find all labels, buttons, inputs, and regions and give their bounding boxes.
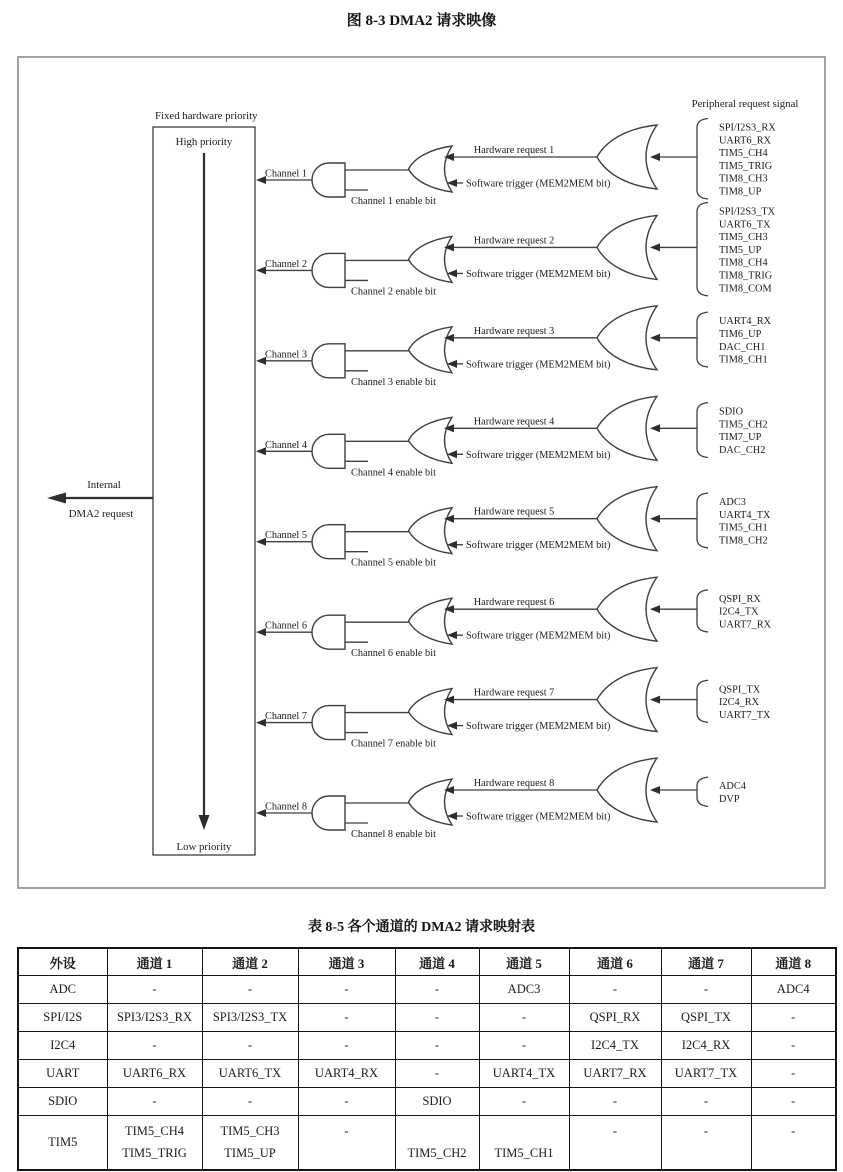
peripheral-signal-label: TIM5_CH2 — [719, 419, 768, 431]
channel-enable-bit-label: Channel 6 enable bit — [351, 648, 436, 660]
arrowhead-left-icon — [650, 786, 660, 794]
mapping-cell — [479, 1116, 569, 1171]
signal-group-brace — [697, 119, 708, 200]
channel-label: Channel 4 — [264, 439, 307, 451]
and-gate — [312, 434, 345, 468]
arrowhead-left-icon — [650, 424, 660, 432]
table-row — [18, 1088, 836, 1116]
peripheral-signal-label: UART4_RX — [719, 316, 772, 328]
peripheral-signal-label: TIM8_CH3 — [719, 173, 768, 185]
signal-group-brace — [697, 203, 708, 296]
peripheral-signal-label: UART4_TX — [719, 509, 771, 521]
channel-group-3 — [256, 306, 772, 388]
channel-enable-bit-label: Channel 8 enable bit — [351, 829, 436, 841]
software-trigger-label: Software trigger (MEM2MEM bit) — [466, 449, 611, 461]
arrowhead-left-icon — [650, 515, 660, 523]
hardware-request-label: Hardware request 1 — [473, 145, 555, 156]
mapping-cell: ADC3 — [479, 976, 569, 1004]
channel-group-8 — [256, 758, 746, 840]
peripheral-signal-label: TIM8_CH1 — [719, 354, 768, 366]
or-gate-request — [409, 508, 453, 554]
or-gate-request — [409, 689, 453, 735]
mapping-cell: - — [395, 976, 479, 1004]
channel-group-7 — [256, 668, 771, 750]
mapping-cell-line: TIM5_CH2 — [407, 1146, 467, 1160]
hardware-request-label: Hardware request 5 — [473, 506, 555, 518]
peripheral-signal-label: TIM8_TRIG — [719, 270, 773, 282]
mapping-cell-line: - — [344, 1124, 349, 1138]
table-row — [18, 1060, 836, 1088]
peripheral-signal-label: TIM5_TRIG — [719, 160, 773, 172]
peripheral-signal-label: UART6_TX — [719, 219, 771, 231]
column-header: 通道 4 — [395, 948, 479, 976]
channel-label: Channel 3 — [264, 349, 307, 361]
hardware-request-label: Hardware request 4 — [473, 416, 555, 428]
mapping-cell: - — [107, 976, 202, 1004]
mapping-cell — [661, 1116, 751, 1171]
and-gate — [312, 253, 345, 287]
arrowhead-left-icon — [650, 243, 660, 251]
peripheral-cell: UART — [18, 1060, 107, 1088]
peripheral-signal-label: TIM8_UP — [719, 186, 762, 198]
mapping-cell: UART6_TX — [202, 1060, 298, 1088]
channel-group-2 — [256, 203, 776, 298]
mapping-cell: - — [202, 976, 298, 1004]
peripheral-signal-label: QSPI_RX — [719, 593, 761, 605]
and-gate — [312, 796, 345, 830]
signal-group-brace — [697, 493, 708, 548]
mapping-cell: - — [202, 1032, 298, 1060]
column-header: 外设 — [18, 948, 107, 976]
signal-group-brace — [697, 777, 708, 806]
channel-group-4 — [256, 396, 768, 478]
mapping-cell: - — [661, 976, 751, 1004]
software-trigger-label: Software trigger (MEM2MEM bit) — [466, 359, 611, 371]
table-title: 表 8-5 各个通道的 DMA2 请求映射表 — [307, 920, 536, 935]
mapping-cell: - — [395, 1060, 479, 1088]
mapping-cell: - — [751, 1060, 836, 1088]
peripheral-signal-label: QSPI_TX — [719, 684, 761, 696]
peripheral-signal-label: TIM8_CH2 — [719, 535, 768, 547]
mapping-cell-line — [480, 1124, 569, 1139]
table-row — [18, 976, 836, 1004]
or-gate-request — [409, 327, 453, 373]
peripheral-signal-label: DAC_CH2 — [719, 444, 766, 456]
mapping-cell — [298, 1116, 395, 1171]
mapping-cell: QSPI_TX — [661, 1004, 751, 1032]
mapping-cell-line — [662, 1146, 751, 1161]
signal-group-brace — [697, 403, 708, 458]
or-gate-request — [409, 236, 453, 282]
mapping-cell: - — [298, 976, 395, 1004]
column-header: 通道 2 — [202, 948, 298, 976]
peripheral-signal-label: TIM5_CH3 — [719, 232, 768, 244]
peripheral-signal-label: TIM5_CH4 — [719, 148, 768, 160]
table-body — [18, 976, 836, 1171]
mapping-cell: I2C4_RX — [661, 1032, 751, 1060]
hardware-request-label: Hardware request 8 — [473, 778, 555, 790]
mapping-cell: - — [751, 1004, 836, 1032]
priority-arrowhead-down-icon — [199, 815, 210, 830]
arrowhead-left-icon — [650, 696, 660, 704]
channel-enable-bit-label: Channel 1 enable bit — [351, 196, 436, 207]
mapping-cell: UART7_TX — [661, 1060, 751, 1088]
peripheral-request-signal-label: Peripheral request signal — [691, 98, 799, 110]
low-priority-label: Low priority — [176, 841, 232, 853]
mapping-cell: UART4_RX — [298, 1060, 395, 1088]
peripheral-signal-label: I2C4_TX — [719, 606, 759, 618]
mapping-cell-line — [570, 1146, 661, 1161]
or-gate-request — [409, 598, 453, 644]
signal-group-brace — [697, 312, 708, 367]
mapping-cell — [569, 1116, 661, 1171]
mapping-cell: SPI3/I2S3_RX — [107, 1004, 202, 1032]
mapping-cell: - — [298, 1004, 395, 1032]
peripheral-signal-label: TIM5_CH1 — [719, 522, 768, 534]
mapping-cell-line: - — [612, 1124, 618, 1138]
software-trigger-label: Software trigger (MEM2MEM bit) — [466, 721, 611, 733]
high-priority-label: High priority — [175, 136, 233, 148]
peripheral-cell: I2C4 — [18, 1032, 107, 1060]
mapping-cell: - — [107, 1032, 202, 1060]
column-header: 通道 5 — [479, 948, 569, 976]
mapping-cell: I2C4_TX — [569, 1032, 661, 1060]
mapping-cell: ADC4 — [751, 976, 836, 1004]
mapping-cell: - — [202, 1088, 298, 1116]
mapping-cell: - — [479, 1032, 569, 1060]
peripheral-signal-label: UART7_RX — [719, 619, 772, 631]
mapping-cell-line: TIM5_CH4 — [124, 1124, 185, 1138]
channel-group-6 — [256, 577, 772, 659]
peripheral-signal-label: DVP — [719, 793, 740, 805]
mapping-cell — [202, 1116, 298, 1171]
channel-group-1 — [256, 119, 776, 208]
channel-enable-bit-label: Channel 7 enable bit — [351, 738, 436, 750]
signal-group-brace — [697, 680, 708, 722]
mapping-cell-line: TIM5_UP — [224, 1146, 276, 1160]
hardware-request-label: Hardware request 6 — [473, 597, 555, 609]
hardware-request-label: Hardware request 7 — [473, 687, 555, 699]
mapping-cell — [395, 1116, 479, 1171]
or-gate-request — [409, 779, 453, 825]
table-header — [18, 948, 836, 976]
mapping-cell-line: - — [703, 1124, 709, 1138]
mapping-cell-line: TIM5_CH1 — [494, 1146, 554, 1160]
mapping-cell: - — [298, 1032, 395, 1060]
column-header: 通道 1 — [107, 948, 202, 976]
channels-layer — [256, 119, 776, 841]
mapping-cell: - — [661, 1088, 751, 1116]
or-gate-request — [409, 146, 453, 192]
mapping-cell: - — [751, 1032, 836, 1060]
mapping-cell: UART6_RX — [107, 1060, 202, 1088]
and-gate — [312, 615, 345, 649]
mapping-cell: SPI3/I2S3_TX — [202, 1004, 298, 1032]
peripheral-signal-label: TIM6_UP — [719, 328, 762, 340]
dma2-mapping-table — [17, 947, 837, 1171]
mapping-cell: - — [751, 1088, 836, 1116]
column-header: 通道 3 — [298, 948, 395, 976]
mapping-cell — [751, 1116, 836, 1171]
mapping-cell: SDIO — [395, 1088, 479, 1116]
channel-label: Channel 2 — [264, 258, 307, 270]
peripheral-cell: ADC — [18, 976, 107, 1004]
peripheral-cell: SDIO — [18, 1088, 107, 1116]
table-row — [18, 1116, 836, 1171]
peripheral-signal-label: DAC_CH1 — [719, 341, 766, 353]
or-gate-request — [409, 417, 453, 463]
software-trigger-label: Software trigger (MEM2MEM bit) — [466, 630, 611, 642]
dma2-request-arrowhead-left-icon — [47, 493, 66, 504]
peripheral-signal-label: TIM8_COM — [719, 283, 772, 295]
peripheral-signal-label: TIM5_UP — [719, 244, 762, 256]
channel-label: Channel 8 — [264, 801, 307, 813]
arrowhead-left-icon — [650, 153, 660, 161]
mapping-cell: - — [298, 1088, 395, 1116]
and-gate — [312, 525, 345, 559]
mapping-cell: - — [479, 1088, 569, 1116]
and-gate — [312, 163, 345, 197]
channel-label: Channel 7 — [264, 711, 307, 723]
peripheral-cell: TIM5 — [18, 1116, 107, 1171]
column-header: 通道 6 — [569, 948, 661, 976]
internal-label: Internal — [87, 479, 121, 491]
and-gate — [312, 344, 345, 378]
channel-enable-bit-label: Channel 2 enable bit — [351, 286, 436, 298]
table-row — [18, 1004, 836, 1032]
peripheral-signal-label: UART6_RX — [719, 135, 772, 147]
mapping-cell: UART4_TX — [479, 1060, 569, 1088]
software-trigger-label: Software trigger (MEM2MEM bit) — [466, 178, 611, 190]
peripheral-signal-label: UART7_TX — [719, 709, 771, 721]
arrowhead-left-icon — [650, 605, 660, 613]
peripheral-signal-label: ADC4 — [719, 781, 746, 793]
channel-label: Channel 6 — [264, 620, 307, 632]
mapping-cell-line — [396, 1124, 479, 1139]
mapping-cell-line: TIM5_CH3 — [220, 1124, 280, 1138]
channel-enable-bit-label: Channel 5 enable bit — [351, 557, 436, 569]
peripheral-signal-label: I2C4_RX — [719, 697, 760, 709]
peripheral-signal-label: SPI/I2S3_TX — [719, 206, 776, 218]
mapping-cell: QSPI_RX — [569, 1004, 661, 1032]
figure-title: 图 8-3 DMA2 请求映像 — [346, 13, 497, 29]
mapping-cell-line: TIM5_TRIG — [122, 1146, 187, 1160]
mapping-cell-line — [752, 1146, 836, 1161]
mapping-cell: - — [569, 1088, 661, 1116]
channel-label: Channel 1 — [264, 168, 307, 180]
mapping-cell: - — [395, 1004, 479, 1032]
mapping-cell: - — [107, 1088, 202, 1116]
channel-enable-bit-label: Channel 4 enable bit — [351, 467, 436, 479]
mapping-cell-line: - — [791, 1124, 796, 1138]
mapping-cell — [107, 1116, 202, 1171]
channel-group-5 — [256, 487, 771, 569]
mapping-cell: UART7_RX — [569, 1060, 661, 1088]
peripheral-signal-label: SDIO — [719, 406, 744, 418]
mapping-cell: - — [569, 976, 661, 1004]
peripheral-signal-label: ADC3 — [719, 497, 746, 509]
software-trigger-label: Software trigger (MEM2MEM bit) — [466, 811, 611, 823]
peripheral-cell: SPI/I2S — [18, 1004, 107, 1032]
peripheral-signal-label: TIM7_UP — [719, 432, 762, 444]
hardware-request-label: Hardware request 2 — [473, 235, 555, 247]
peripheral-signal-label: SPI/I2S3_RX — [719, 122, 776, 134]
mapping-cell: - — [479, 1004, 569, 1032]
hardware-request-label: Hardware request 3 — [473, 325, 555, 337]
arrowhead-left-icon — [650, 334, 660, 342]
table-row — [18, 1032, 836, 1060]
mapping-cell-line — [299, 1146, 395, 1161]
fixed-hardware-priority-label: Fixed hardware priority — [155, 110, 258, 122]
channel-label: Channel 5 — [264, 530, 307, 542]
channel-enable-bit-label: Channel 3 enable bit — [351, 376, 436, 388]
column-header: 通道 7 — [661, 948, 751, 976]
peripheral-signal-label: TIM8_CH4 — [719, 257, 768, 269]
column-header: 通道 8 — [751, 948, 836, 976]
dma2-request-label: DMA2 request — [68, 508, 134, 520]
software-trigger-label: Software trigger (MEM2MEM bit) — [466, 268, 611, 280]
software-trigger-label: Software trigger (MEM2MEM bit) — [466, 540, 611, 552]
and-gate — [312, 706, 345, 740]
signal-group-brace — [697, 590, 708, 632]
mapping-cell: - — [395, 1032, 479, 1060]
